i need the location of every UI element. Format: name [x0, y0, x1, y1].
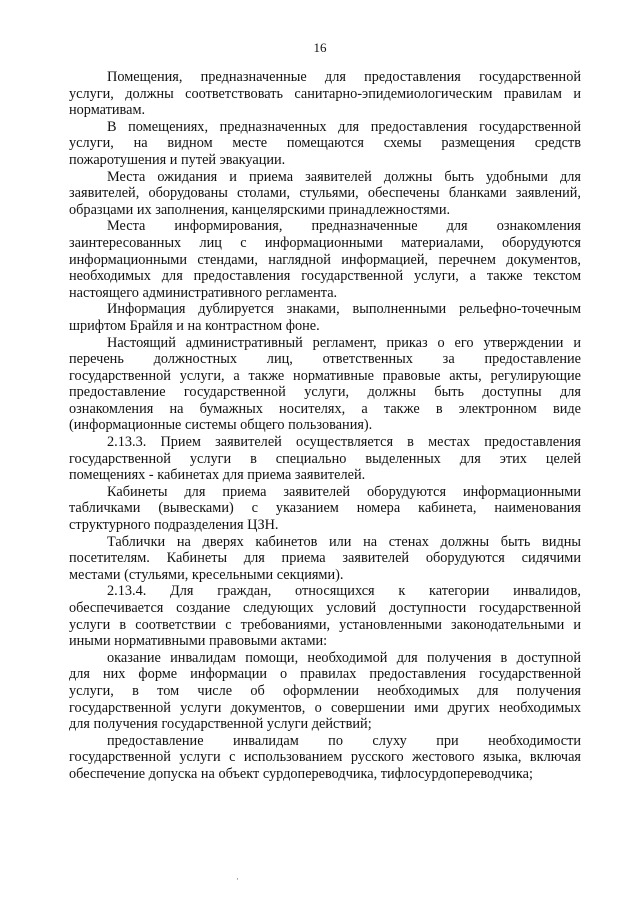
- text-line: помещениях - кабинетах для приема заявителей.: [69, 467, 366, 484]
- text-line: услуги, на видном месте помещаются схемы размещения средств: [69, 135, 581, 152]
- paragraph: [69, 583, 581, 649]
- text-line: Места информирования, предназначенные для ознакомления: [107, 218, 581, 235]
- text-line: ознакомления на бумажных носителях, а также в электронном виде: [69, 400, 581, 417]
- text-line: заинтересованных лиц с информационными материалами, оборудуются: [69, 234, 581, 251]
- text-line: нормативам.: [69, 102, 146, 119]
- paragraph: [69, 218, 581, 301]
- text-line: иными нормативными правовыми актами:: [69, 633, 328, 650]
- text-line: необходимых для предоставления государственной услуги, а также текстом: [69, 268, 581, 285]
- text-line: В помещениях, предназначенных для предоставления государственной: [107, 118, 581, 135]
- text-line: Места ожидания и приема заявителей должны быть удобными для: [107, 168, 581, 185]
- text-line: посетителям. Кабинеты для приема заявителей оборудуются сидячими: [69, 550, 581, 567]
- text-line: услуги, в том числе об оформлении необходимых для получения: [69, 682, 581, 699]
- text-line: заявителей, оборудованы столами, стульями, обеспечены бланками заявлений,: [69, 185, 581, 202]
- paragraph: [69, 534, 581, 584]
- text-line: предоставление инвалидам по слуху при необходимости: [107, 732, 581, 749]
- text-line: для них форме информации о правилах предоставления государственной: [69, 666, 581, 683]
- paragraph: [69, 301, 581, 334]
- paragraph: [69, 119, 581, 169]
- text-line: образцами их заполнения, канцелярскими принадлежностями.: [69, 201, 451, 218]
- page-number: 16: [313, 40, 327, 55]
- paragraph: [69, 169, 581, 219]
- text-line: Таблички на дверях кабинетов или на стенах должны быть видны: [107, 533, 581, 550]
- paragraph: [69, 69, 581, 119]
- text-line: Информация дублируется знаками, выполненными рельефно-точечным: [107, 301, 581, 318]
- document-body: [69, 69, 581, 783]
- text-line: структурного подразделения ЦЗН.: [69, 517, 279, 534]
- paragraph: [69, 650, 581, 733]
- scan-speck: ·: [236, 874, 239, 884]
- text-line: пожаротушения и путей эвакуации.: [69, 151, 286, 168]
- text-line: предоставление государственной услуги, должны быть доступны для: [69, 384, 581, 401]
- text-line: услуги, должны соответствовать санитарно-эпидемиологическим правилам и: [69, 85, 581, 102]
- text-line: государственной услуги, а также нормативные правовые акты, регулирующие: [69, 367, 581, 384]
- text-line: оказание инвалидам помощи, необходимой для получения в доступной: [107, 649, 581, 666]
- text-line: государственной услуги в специально выделенных для этих целей: [69, 450, 581, 467]
- text-line: Помещения, предназначенные для предоставления государственной: [107, 69, 581, 85]
- text-line: местами (стульями, кресельными секциями).: [69, 566, 344, 583]
- text-line: перечень должностных лиц, ответственных за предоставление: [69, 351, 581, 368]
- text-line: шрифтом Брайля и на контрастном фоне.: [69, 317, 320, 334]
- paragraph: [69, 733, 581, 783]
- text-line: Настоящий административный регламент, приказ о его утверждении и: [107, 334, 581, 351]
- text-line: (информационные системы общего пользования).: [69, 417, 373, 434]
- text-line: Кабинеты для приема заявителей оборудуются информационными: [107, 483, 581, 500]
- text-line: табличками (вывесками) с указанием номера кабинета, наименования: [69, 500, 581, 517]
- text-line: государственной услуги с использованием русского жестового языка, включая: [69, 749, 581, 766]
- text-line: 2.13.3. Прием заявителей осуществляется в местах предоставления: [107, 434, 581, 451]
- text-line: 2.13.4. Для граждан, относящихся к категории инвалидов,: [107, 583, 581, 600]
- text-line: для получения государственной услуги действий;: [69, 716, 372, 733]
- text-line: информационными стендами, наглядной информацией, перечнем документов,: [69, 251, 581, 268]
- paragraph: [69, 335, 581, 435]
- paragraph: [69, 484, 581, 534]
- text-line: настоящего административного регламента.: [69, 284, 338, 301]
- text-line: государственной услуги документов, о совершении ими других необходимых: [69, 699, 581, 716]
- text-line: обеспечивается создание следующих условий доступности государственной: [69, 600, 581, 616]
- paragraph: [69, 434, 581, 484]
- text-line: услуги в соответствии с требованиями, установленными законодательными и: [69, 616, 581, 633]
- text-line: обеспечение допуска на объект сурдопереводчика, тифлосурдопереводчика;: [69, 765, 533, 782]
